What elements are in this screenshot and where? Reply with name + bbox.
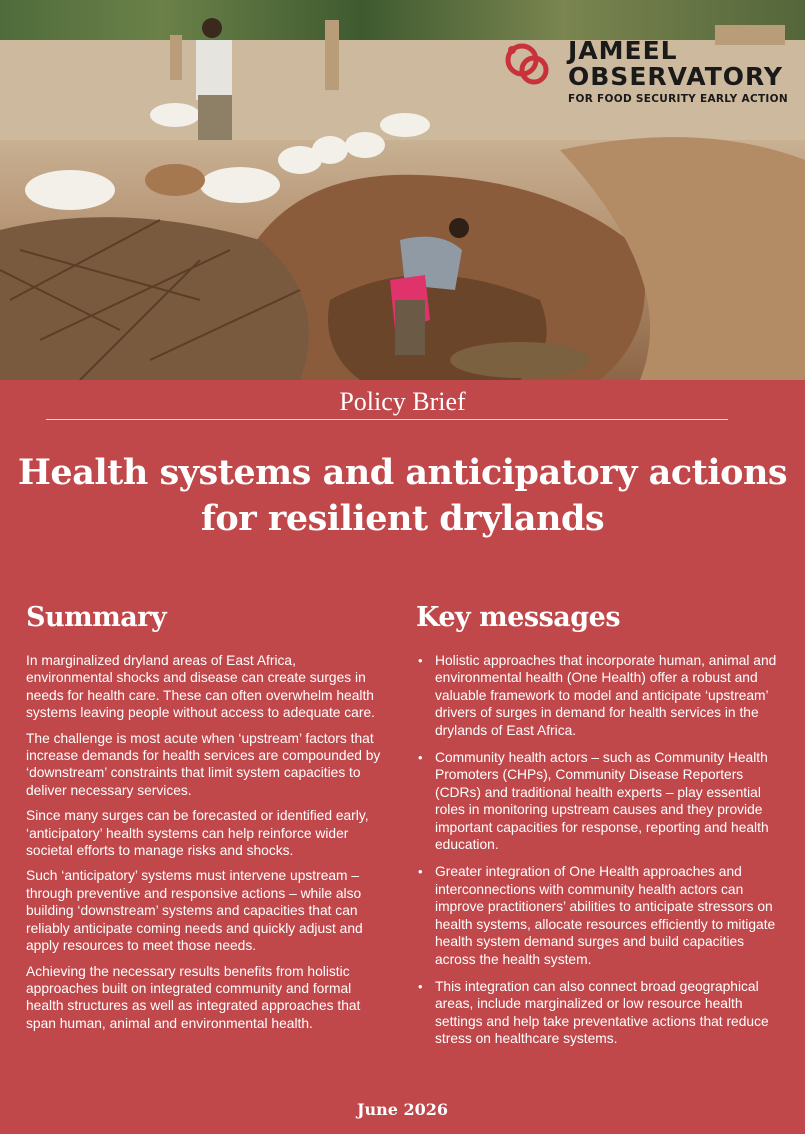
- key-message-text: This integration can also connect broad geographical areas, include marginalized or low resource health settings and help take preventative actions that reduce stress on healthcare systems.: [435, 978, 769, 1047]
- list-item: [416, 863, 782, 967]
- summary-paragraph: Achieving the necessary results benefits from holistic approaches built on integrated community and formal health structures as well as integrated approaches that span human, animal and environmental health.: [26, 963, 361, 1031]
- page-title: [0, 450, 805, 542]
- summary-paragraph: Such ‘anticipatory’ systems must intervene upstream – through preventive and responsive actions – while also building ‘downstream’ systems and capacities that can reliably anticipate coming needs and quickly adjust and apply resources to meet those needs.: [26, 868, 363, 954]
- key-messages-section: [416, 600, 782, 1058]
- document-type-label: Policy Brief: [339, 387, 466, 416]
- jameel-observatory-logo: [498, 36, 788, 108]
- logo-mark-icon: [498, 36, 558, 96]
- list-item: [416, 749, 782, 853]
- summary-section: [26, 600, 384, 1040]
- title-line-1: Health systems and anticipatory actions: [17, 452, 788, 493]
- key-message-text: Community health actors – such as Community Health Promoters (CHPs), Community Disease Reporters (CDRs) and traditional health experts – play essential roles in monitoring upstream causes and they provide important capacities for response, reporting and health education.: [435, 750, 769, 853]
- bullet-icon: •: [418, 978, 423, 994]
- bullet-icon: •: [418, 750, 423, 766]
- bullet-icon: •: [418, 653, 423, 668]
- title-line-2: for resilient drylands: [200, 498, 605, 539]
- summary-heading: Summary: [26, 602, 167, 633]
- summary-paragraph: The challenge is most acute when ‘upstream’ factors that increase demands for health services are compounded by ‘downstream’ constraints that limit system capacities to deliver necessary services.: [26, 730, 381, 798]
- list-item: [416, 652, 782, 739]
- key-messages-heading: Key messages: [416, 602, 621, 633]
- logo-tagline: FOR FOOD SECURITY EARLY ACTION: [568, 93, 788, 105]
- cover-photo: [0, 0, 805, 380]
- summary-paragraph: In marginalized dryland areas of East Africa, environmental shocks and disease can create surges in needs for health care. These can often overwhelm health systems leaving people without access to adequate care.: [26, 653, 375, 721]
- list-item: [416, 978, 782, 1048]
- key-messages-list: [416, 652, 782, 1048]
- logo-line-jameel: JAMEEL: [568, 36, 678, 65]
- key-message-text: Greater integration of One Health approaches and interconnections with community health actors can improve practitioners’ abilities to anticipate stressors on health systems, allocate resources efficiently to mitigate health system demand surges and build capacities across the health system.: [435, 864, 776, 967]
- key-message-text: Holistic approaches that incorporate human, animal and environmental health (One Health) offer a robust and valuable framework to model and anticipate ‘upstream’ drivers of surges in demand for health services in the drylands of East Africa.: [435, 653, 777, 738]
- bullet-icon: •: [418, 864, 423, 880]
- summary-paragraph: Since many surges can be forecasted or identified early, ‘anticipatory’ health systems can help reinforce wider societal efforts to manage risks and shocks.: [26, 808, 369, 859]
- divider: [46, 419, 728, 420]
- publication-date: June 2026: [356, 1100, 449, 1119]
- logo-line-observatory: OBSERVATORY: [568, 62, 783, 91]
